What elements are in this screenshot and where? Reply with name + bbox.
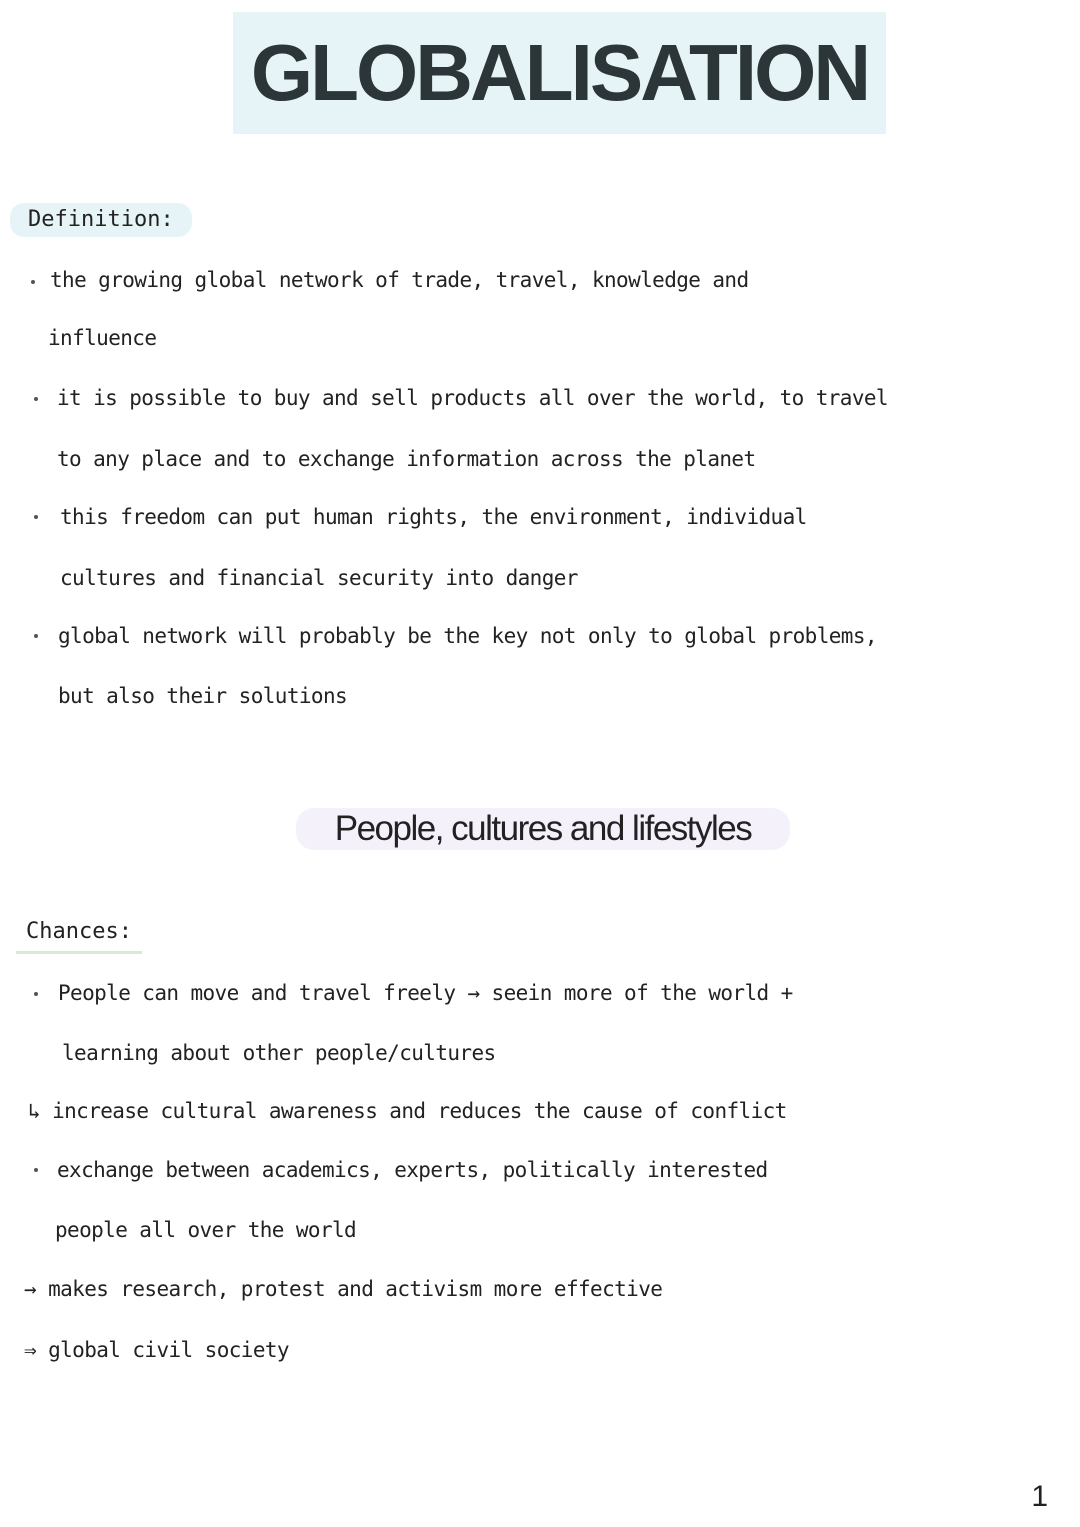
- chances-line: people all over the world: [55, 1218, 357, 1242]
- bullet-dot: [31, 280, 35, 284]
- definition-line: but also their solutions: [58, 684, 348, 708]
- definition-line: it is possible to buy and sell products all over the world, to travel: [57, 386, 888, 410]
- chances-label: Chances:: [16, 917, 142, 954]
- definition-line: to any place and to exchange information across the planet: [57, 447, 756, 471]
- definition-line: this freedom can put human rights, the environment, individual: [60, 505, 807, 529]
- bullet-dot: [34, 397, 38, 401]
- chances-line: exchange between academics, experts, politically interested: [57, 1158, 768, 1182]
- page-title: GLOBALISATION: [250, 28, 869, 117]
- chances-line: → makes research, protest and activism more effective: [24, 1277, 663, 1301]
- definition-line: global network will probably be the key not only to global problems,: [58, 624, 877, 648]
- section-banner: [296, 808, 790, 850]
- bullet-dot: [34, 634, 38, 638]
- bullet-dot: [34, 515, 38, 519]
- definition-line: cultures and financial security into danger: [60, 566, 578, 590]
- chances-line: ⇒ global civil society: [24, 1338, 289, 1362]
- chances-line: People can move and travel freely → seein more of the world +: [58, 981, 793, 1005]
- definition-label: Definition:: [10, 203, 192, 237]
- bullet-dot: [34, 992, 38, 996]
- section-title: People, cultures and lifestyles: [334, 808, 752, 848]
- chances-line: learning about other people/cultures: [62, 1041, 496, 1065]
- page-number: 1: [1031, 1480, 1048, 1513]
- definition-line: the growing global network of trade, travel, knowledge and: [50, 268, 749, 292]
- bullet-dot: [34, 1168, 38, 1172]
- title-banner: [233, 12, 886, 134]
- chances-line: ↳ increase cultural awareness and reduces the cause of conflict: [28, 1099, 787, 1123]
- definition-line: influence: [48, 326, 157, 350]
